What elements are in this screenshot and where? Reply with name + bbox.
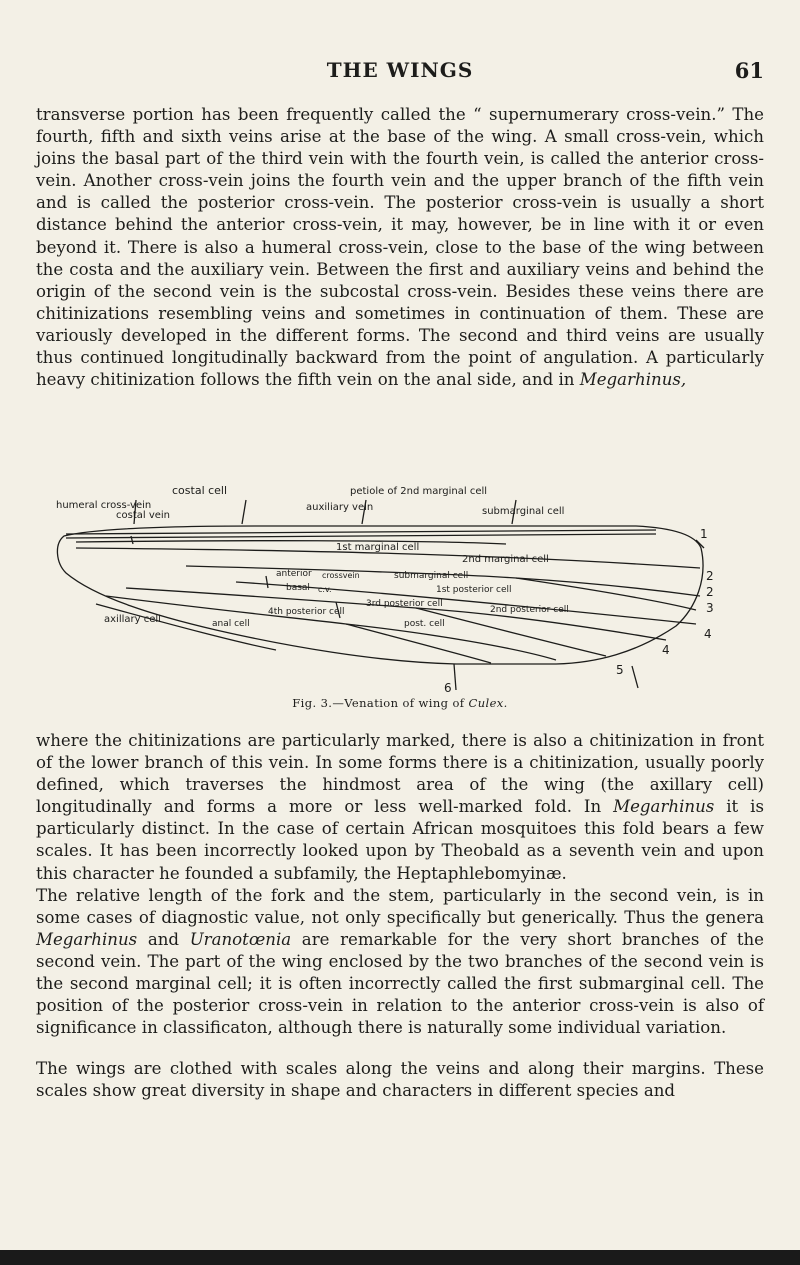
wing-diagram <box>36 478 764 693</box>
genus-megarhinus-2: Megarhinus <box>613 797 715 817</box>
vein-number-1: 1 <box>700 527 708 541</box>
caption-prefix: Fig. 3. <box>292 696 333 710</box>
label-costal-vein: costal vein <box>116 510 171 521</box>
paragraph-3-and: and <box>137 929 190 949</box>
label-submarginal-top: submarginal cell <box>482 506 565 517</box>
label-humeral: humeral cross-vein <box>56 500 152 511</box>
paragraph-4 <box>36 1058 764 1102</box>
label-crossvein: crossvein <box>322 571 360 580</box>
vein-number-3: 3 <box>706 601 714 615</box>
genus-megarhinus-3: Megarhinus <box>36 929 138 949</box>
label-axillary-cell: axillary cell <box>104 614 161 625</box>
label-costal-cell: costal cell <box>172 484 228 497</box>
paragraph-1-text: transverse portion has been frequently called the “ supernumerary cross-vein.” The fourth, fifth and sixth veins arise at the base of the wing. A small cross-vein, which joins the basal part of the third vein with the fourth vein, is called the anterior cross-vein. Another cross-vein joins the fourth vein and the upper branch of the fifth vein and is called the posterior cross-vein. The posterior cross-vein is usually a short distance behind the anterior cross-vein, it may, however, be in line with it or even beyond it. There is also a humeral cross-vein, close to the base of the wing between the costa and the auxiliary vein. Between the first and auxiliary veins and behind the origin of the second vein is the subcostal cross-vein. Besides these veins there are chitinizations resembling veins and sometimes in continuation of them. These are variously developed in the different forms. The second and third veins are usually thus continued longitudinally backward from the point of angulation. A particularly heavy chitinization follows the fifth vein on the anal side, and in <box>36 105 764 390</box>
label-basal: basal <box>286 583 310 593</box>
paragraph-2-text-a: where the chitinizations are particularly marked, there is also a chitinization in front of the lower branch of this vein. In some forms there is a chitinization, usually poorly defined, which traverses the hindmost area of the wing (the axillary cell) longitudinally and forms a more or less well-marked fold. In <box>36 731 764 817</box>
vein-number-2b: 2 <box>706 585 714 599</box>
paragraph-2 <box>36 730 764 1039</box>
vein-number-6: 6 <box>444 681 452 693</box>
anterior-crossvein <box>266 576 268 588</box>
figure-caption <box>0 696 800 710</box>
vein-5 <box>106 596 556 660</box>
genus-megarhinus: Megarhinus, <box>579 370 687 390</box>
costal-vein <box>66 530 656 534</box>
vein-number-2: 2 <box>706 569 714 583</box>
vein-4 <box>126 588 666 640</box>
page-number: 61 <box>734 58 764 83</box>
page-header <box>36 58 764 88</box>
label-submarginal-cell: submarginal cell <box>394 571 469 581</box>
label-post-cell: post. cell <box>404 619 445 629</box>
paragraph-1 <box>36 104 764 391</box>
label-auxiliary-vein: auxiliary vein <box>306 502 374 513</box>
caption-text: —Venation of wing of <box>332 696 469 710</box>
label-cv: c.v. <box>318 585 332 594</box>
paragraph-2-text-b: it is particularly distinct. In the case of certain African mosquitoes this fold bears a few scales. It has been incorrectly looked upon by Theobald as a seventh vein and upon this character he founded a subfamily, the Heptaphlebomyinæ. <box>36 797 764 883</box>
label-2nd-posterior: 2nd posterior cell <box>490 605 569 615</box>
venation-figure <box>36 478 764 693</box>
auxiliary-vein-line <box>76 541 506 544</box>
label-3rd-posterior: 3rd posterior cell <box>366 599 443 609</box>
paragraph-3-text-a: The relative length of the fork and the stem, particularly in the second vein, is in some cases of diagnostic value, not only specifically but generically. Thus the genera <box>36 885 764 927</box>
vein-number-4b: 4 <box>662 643 670 657</box>
vein-number-4: 4 <box>704 627 712 641</box>
label-4th-posterior: 4th posterior cell <box>268 607 345 617</box>
label-petiole: petiole of 2nd marginal cell <box>350 486 488 497</box>
genus-uranotaenia: Uranotœnia <box>189 929 292 949</box>
label-1st-posterior: 1st posterior cell <box>436 585 512 595</box>
caption-genus: Culex. <box>468 696 508 710</box>
label-2nd-marginal: 2nd marginal cell <box>462 554 549 565</box>
bottom-edge <box>0 1250 800 1265</box>
running-head: THE WINGS <box>326 58 474 82</box>
label-anal-cell: anal cell <box>212 619 250 629</box>
label-anterior: anterior <box>276 569 312 579</box>
paragraph-4-text: The wings are clothed with scales along the veins and along their margins. These scales show great diversity in shape and characters in different species and <box>36 1059 764 1101</box>
label-1st-marginal: 1st marginal cell <box>336 542 420 553</box>
paragraph-3-text-b: are remarkable for the very short branches of the second vein. The part of the wing enclosed by the two branches of the second vein is the second marginal cell; it is often incorrectly called the first submarginal cell. The position of the posterior cross-vein in relation to the anterior cross-vein is also of significance in classificaton, although there is naturally some individual variation. <box>36 929 765 1038</box>
vein-number-5: 5 <box>616 663 624 677</box>
